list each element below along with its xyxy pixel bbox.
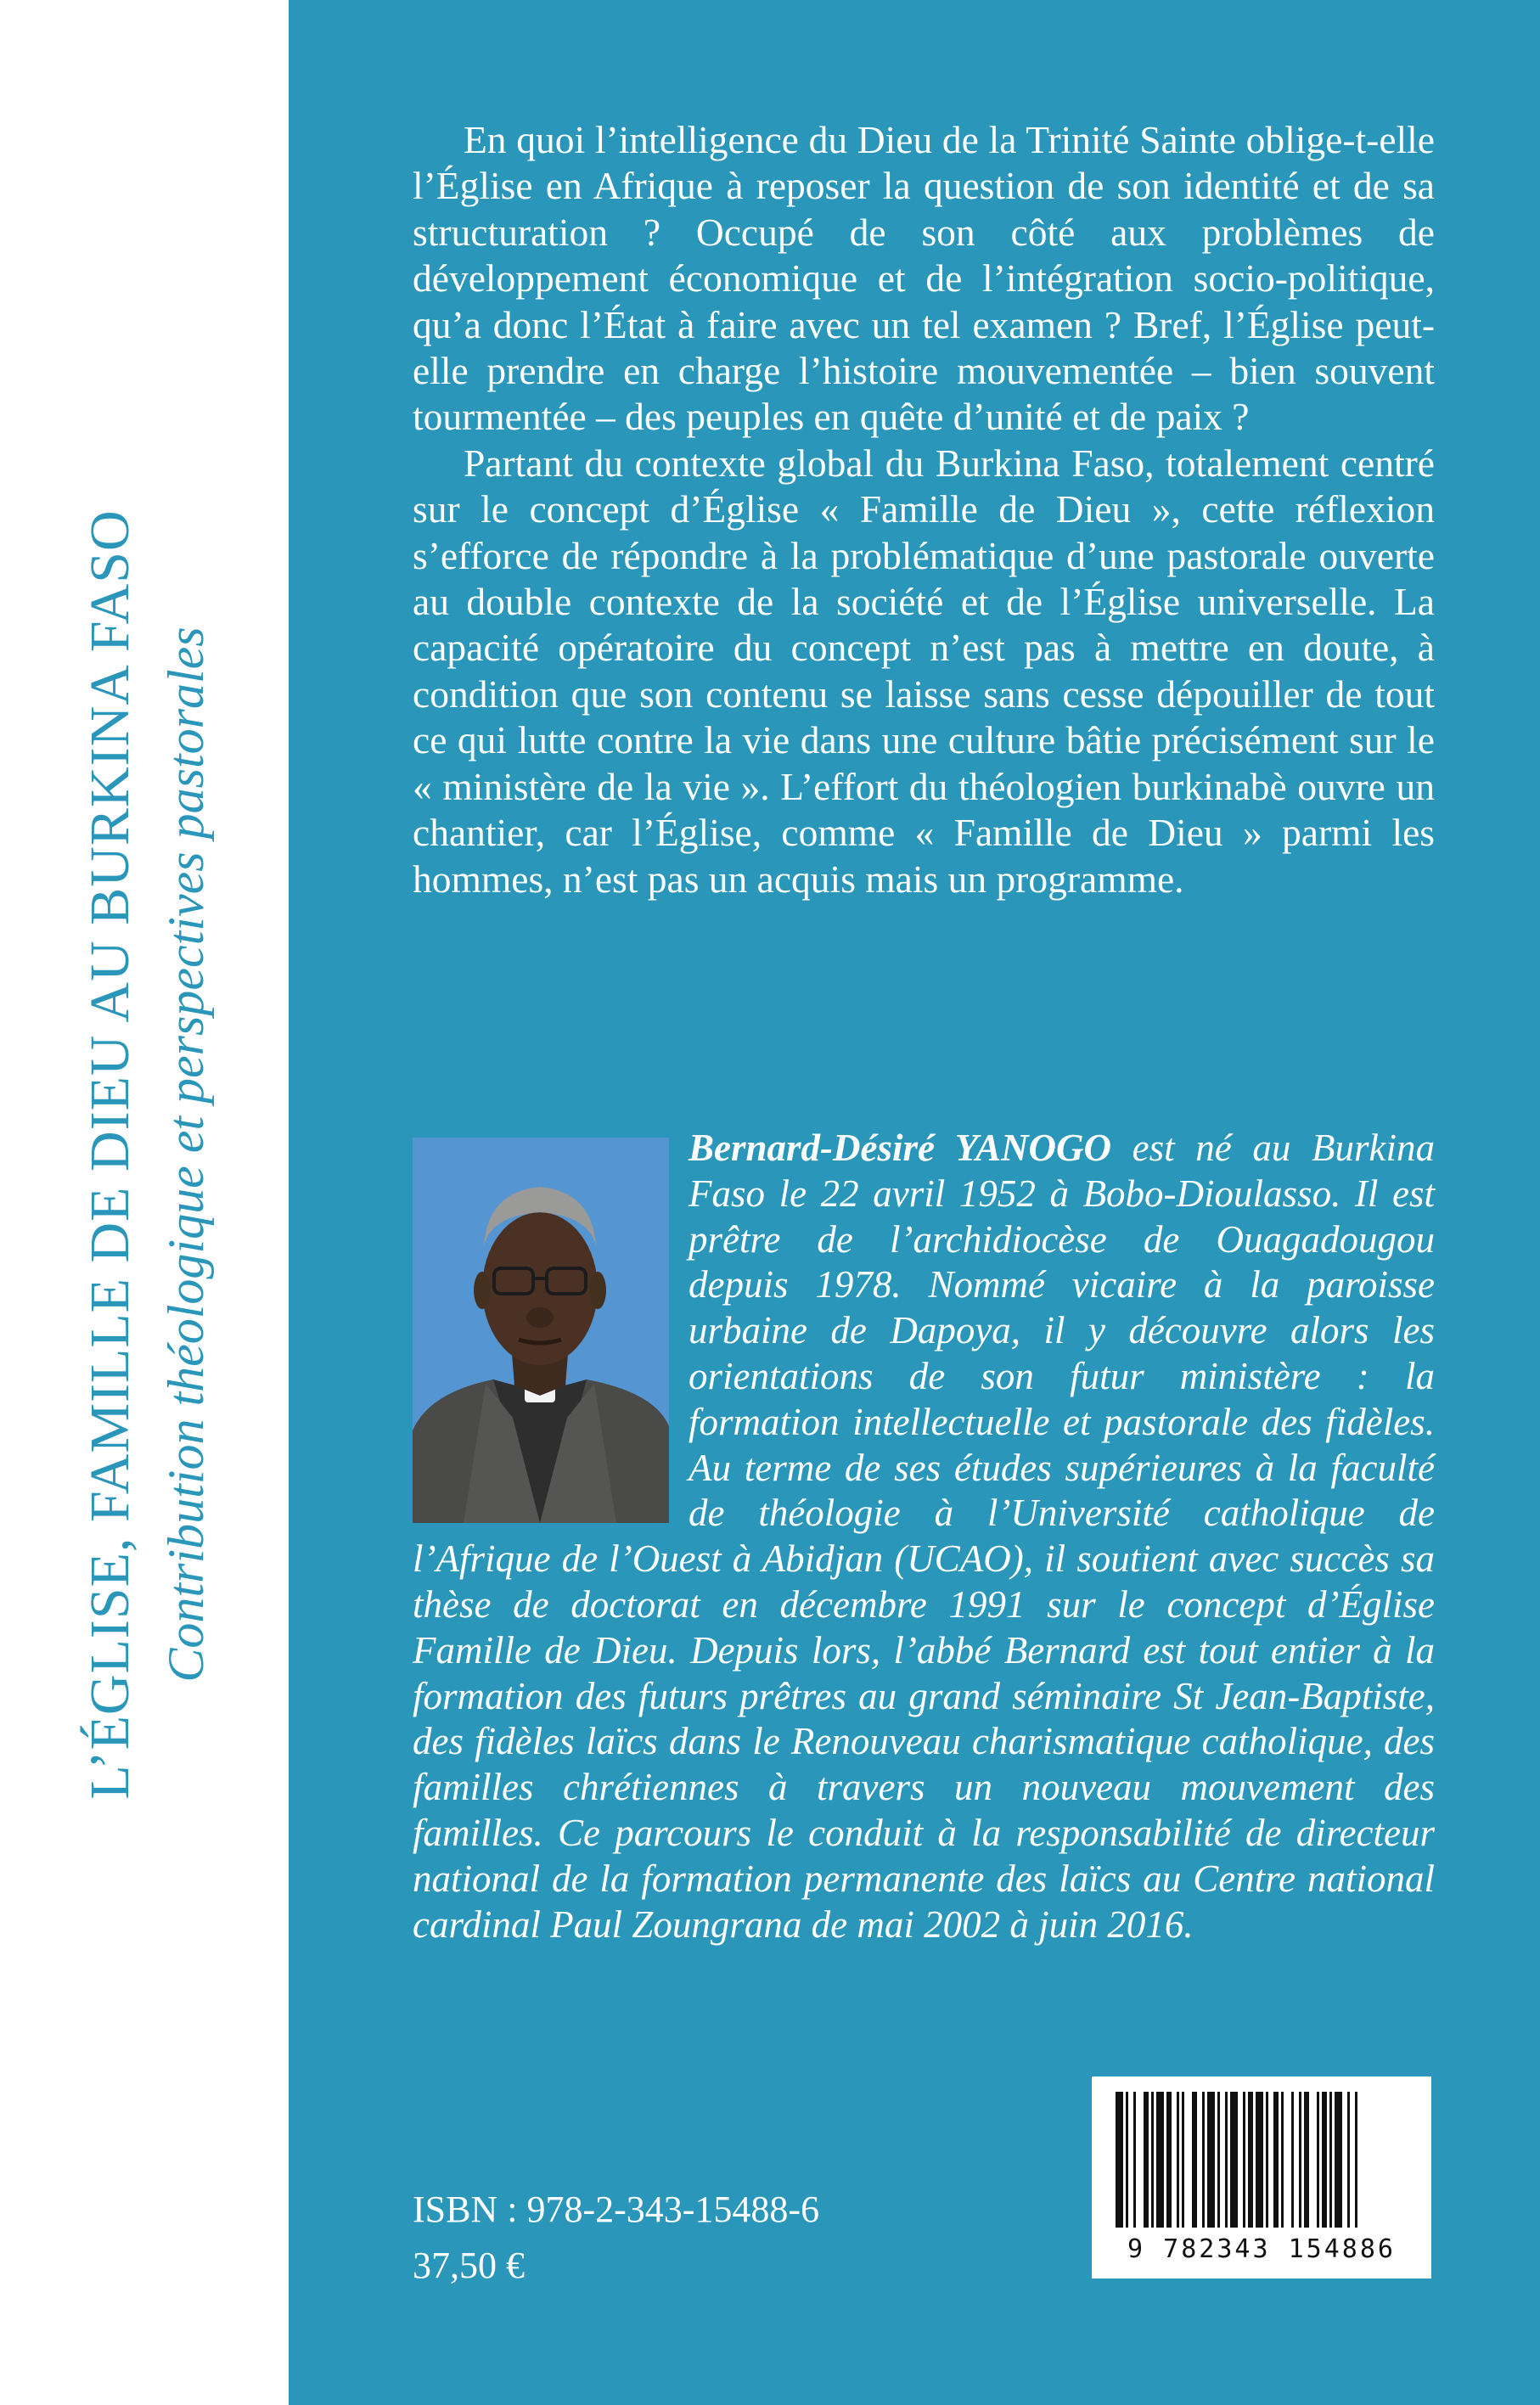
barcode-bar xyxy=(1144,2092,1149,2228)
barcode-bar xyxy=(1304,2092,1309,2228)
barcode-bar xyxy=(1230,2092,1238,2228)
photo-float-spacer xyxy=(413,1126,689,1518)
barcode-bar xyxy=(1166,2092,1172,2228)
barcode-bar xyxy=(1266,2092,1268,2228)
author-name: Bernard-Désiré YANOGO xyxy=(689,1127,1111,1169)
barcode-bar xyxy=(1151,2092,1154,2228)
spine-subtitle: Contribution théologique et perspectives pastorales xyxy=(158,627,214,1683)
spine-text-block xyxy=(73,153,219,2156)
barcode-bar xyxy=(1202,2092,1205,2228)
barcode-bar xyxy=(1335,2092,1342,2228)
author-bio-text: est né au Burkina Faso le 22 avril 1952 à Bobo-Dioulasso. Il est prêtre de l’archidiocèse de Ouagadougou depuis 1978. Nommé vicaire à la paroisse urbaine de Dapoya, il y découvre alors les orientations de son futur ministère : la formation intellectuelle et pastorale des fidèles. Au terme de ses études supérieures à la faculté de théologie à l’Université catholique de l’Afrique de l’Ouest à Abidjan (UCAO), il soutient avec succès sa thèse de doctorat en décembre 1991 sur le concept d’Église Famille de Dieu. Depuis lors, l’abbé Bernard est tout entier à la formation des futurs prêtres au grand séminaire St Jean-Baptiste, des fidèles laïcs dans le Renouveau charismatique catholique, des familles chrétiennes à travers un nouveau mouvement des familles. Ce parcours le conduit à la responsabilité de directeur national de la formation permanente des laïcs au Centre national cardinal Paul Zoungrana de mai 2002 à juin 2016. xyxy=(413,1127,1435,1946)
barcode-bar xyxy=(1322,2092,1327,2228)
barcode-bar xyxy=(1299,2092,1301,2228)
barcode-bar xyxy=(1256,2092,1263,2228)
barcode-bar xyxy=(1156,2092,1164,2228)
barcode-bar xyxy=(1225,2092,1228,2228)
barcode-bar xyxy=(1243,2092,1245,2228)
author-bio xyxy=(413,1126,1435,1947)
spine-title: L’ÉGLISE, FAMILLE DE DIEU AU BURKINA FASO xyxy=(79,509,141,1800)
barcode-bar xyxy=(1273,2092,1279,2228)
barcode-bar xyxy=(1248,2092,1253,2228)
barcode-bar xyxy=(1177,2092,1179,2228)
barcode-bars xyxy=(1092,2076,1431,2238)
barcode-bar xyxy=(1182,2092,1184,2228)
barcode-bar xyxy=(1281,2092,1284,2228)
barcode-bar xyxy=(1133,2092,1136,2228)
barcode-bar xyxy=(1317,2092,1319,2228)
barcode-bar xyxy=(1126,2092,1128,2228)
barcode-digits: 9 782343 154886 xyxy=(1127,2234,1396,2264)
barcode-bar xyxy=(1116,2092,1123,2228)
isbn: ISBN : 978-2-343-15488-6 xyxy=(413,2189,820,2230)
barcode xyxy=(1092,2076,1431,2279)
barcode-bar xyxy=(1291,2092,1294,2228)
blurb-paragraph: Partant du contexte global du Burkina Faso, totalement centré sur le concept d’Église « Famille de Dieu », cette réflexion s’efforce de répondre à la problématique d’une pastorale ouverte au double contexte de la société et de l’Église universelle. La capacité opératoire du concept n’est pas à mettre en doute, à condition que son contenu se laisse sans cesse dépouiller de tout ce qui lutte contre la vie dans une culture bâtie précisément sur le « ministère de la vie ». L’effort du théologien burkinabè ouvre un chantier, car l’Église, comme « Famille de Dieu » parmi les hommes, n’est pas un acquis mais un programme. xyxy=(413,441,1435,901)
barcode-bar xyxy=(1355,2092,1357,2228)
barcode-bar xyxy=(1347,2092,1350,2228)
price: 37,50 € xyxy=(413,2245,525,2286)
book-spine xyxy=(0,0,289,2405)
back-cover-blurb xyxy=(413,117,1435,902)
barcode-bar xyxy=(1207,2092,1215,2228)
blurb-paragraph: En quoi l’intelligence du Dieu de la Trinité Sainte oblige-t-elle l’Église en Afrique à reposer la question de son identité et de sa structuration ? Occupé de son côté aux problèmes de développement économique et de l’intégration socio-politique, qu’a donc l’État à faire avec un tel examen ? Bref, l’Église peut-elle prendre en charge l’histoire mouvementée – bien souvent tourmentée – des peuples en quête d’unité et de paix ? xyxy=(413,118,1435,439)
barcode-bar xyxy=(1329,2092,1332,2228)
barcode-bar xyxy=(1192,2092,1197,2228)
barcode-bar xyxy=(1217,2092,1220,2228)
